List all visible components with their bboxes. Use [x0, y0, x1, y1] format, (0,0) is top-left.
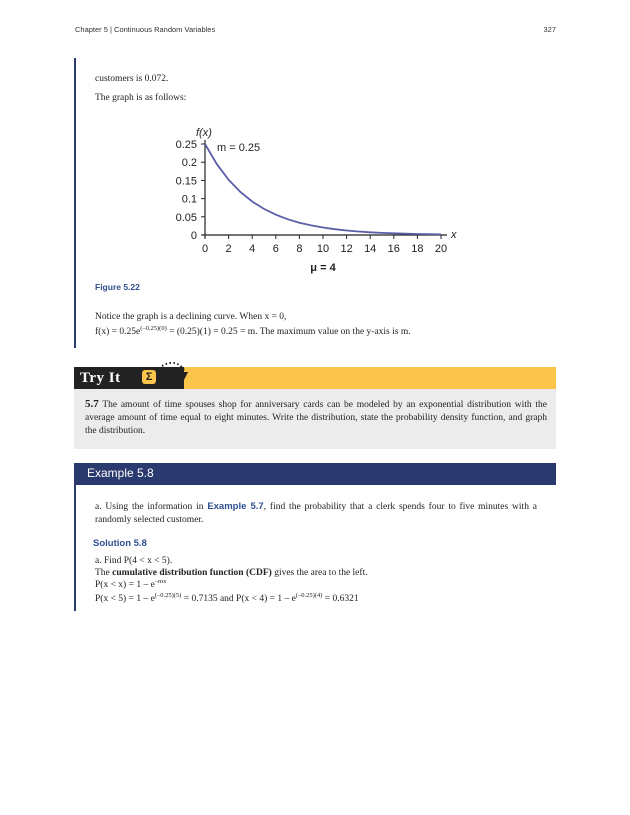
example-text-pre: a. Using the information in: [95, 502, 208, 512]
cdf-term: cumulative distribution function (CDF): [112, 568, 272, 578]
solution-line-3-pre: P(x < x) = 1 – e: [95, 580, 155, 590]
figure-caption: Figure 5.22: [95, 282, 140, 292]
x-tick-label: 4: [249, 243, 256, 255]
data-point: [264, 209, 265, 210]
y-tick-label: 0.05: [175, 211, 197, 224]
try-it-text: [85, 398, 547, 438]
data-point: [323, 227, 324, 228]
try-it-number: 5.7: [85, 398, 99, 410]
intro-line-1: customers is 0.072.: [95, 74, 169, 84]
solution-line-2-post: gives the area to the left.: [271, 568, 368, 578]
data-point: [228, 179, 229, 180]
page-number: 327: [543, 25, 556, 34]
solution-line-4-sup2: (–0.25)(4): [295, 592, 323, 599]
solution-line-4-c: = 0.6321: [322, 594, 359, 604]
y-tick-label: 0.2: [181, 157, 197, 170]
example-text-post: , find the probability that a clerk spends four to five minutes with a randomly selected customer.: [95, 502, 537, 525]
solution-line-4-sup1: (–0.25)(5): [154, 592, 182, 599]
data-point: [393, 233, 394, 234]
try-it-label: Try It: [74, 367, 184, 389]
solution-heading: Solution 5.8: [93, 538, 147, 549]
data-point: [346, 230, 347, 231]
x-tick-label: 10: [316, 243, 330, 255]
data-point: [441, 234, 442, 235]
x-tick-label: 16: [387, 243, 400, 255]
running-header-chapter: Chapter 5 | Continuous Random Variables: [75, 25, 216, 34]
y-tick-label: 0.1: [181, 193, 197, 206]
data-point: [311, 225, 312, 226]
rate-annotation: m = 0.25: [217, 142, 261, 154]
try-it-body: The amount of time spouses shop for anniversary cards can be modeled by an exponential distribution with the average amount of time equal to eight minutes. Write the distribution, state the probability density function, and graph the distribution.: [85, 400, 547, 436]
data-point: [275, 214, 276, 215]
x-tick-label: 12: [340, 243, 353, 255]
x-tick-label: 2: [225, 243, 232, 255]
solution-line-3-sup: –mx: [154, 578, 167, 585]
example-title: Example 5.8: [87, 466, 154, 480]
notice-line-2-pre: f(x) = 0.25e: [95, 327, 141, 337]
x-axis-label: x: [451, 229, 457, 241]
sigma-icon: Σ: [142, 370, 156, 384]
x-tick-label: 8: [296, 243, 303, 255]
data-point: [370, 232, 371, 233]
data-point: [216, 164, 217, 165]
intro-line-2: The graph is as follows:: [95, 93, 187, 103]
data-point: [429, 234, 430, 235]
y-tick-label: 0: [190, 230, 197, 242]
y-tick-label: 0.15: [175, 175, 197, 188]
x-tick-label: 6: [272, 243, 279, 255]
solution-line-1: a. Find P(4 < x < 5).: [95, 556, 173, 566]
data-point: [240, 192, 241, 193]
notice-line-2: [95, 326, 411, 339]
y-tick-label: 0.25: [175, 139, 197, 151]
example-side-rule-bottom: [74, 485, 76, 611]
data-point: [334, 229, 335, 230]
chart-ticks: [201, 144, 441, 239]
notice-line-2-post: = (0.25)(1) = 0.25 = m. The maximum value on the y-axis is m.: [166, 327, 411, 337]
data-point: [205, 144, 206, 145]
notice-line-1: Notice the graph is a declining curve. When x = 0,: [95, 312, 287, 322]
y-axis-label: f(x): [196, 127, 212, 139]
data-point: [299, 222, 300, 223]
chart-labels: [176, 127, 457, 274]
solution-line-4: [95, 593, 359, 606]
x-tick-label: 20: [434, 243, 448, 255]
solution-line-4-a: P(x < 5) = 1 – e: [95, 594, 155, 604]
x-tick-label: 18: [411, 243, 424, 255]
data-point: [405, 233, 406, 234]
pdf-curve: [205, 144, 441, 234]
solution-line-3: [95, 579, 166, 592]
notice-line-2-sup: (–0.25)(0): [140, 325, 167, 332]
example-side-rule-top: [74, 58, 76, 348]
data-point: [417, 234, 418, 235]
data-point: [287, 219, 288, 220]
data-point: [252, 201, 253, 202]
data-point: [358, 231, 359, 232]
mean-label: μ = 4: [310, 262, 336, 274]
chart-series: [205, 144, 442, 235]
data-point: [382, 232, 383, 233]
solution-line-2-pre: The: [95, 568, 113, 578]
example-5-7-link[interactable]: Example 5.7: [207, 501, 264, 512]
x-tick-label: 14: [364, 243, 377, 255]
solution-line-4-b: = 0.7135 and P(x < 4) = 1 – e: [181, 594, 296, 604]
x-tick-label: 0: [201, 243, 209, 255]
exponential-pdf-chart: [160, 118, 470, 283]
dotted-arrow-icon: [160, 360, 194, 386]
example-body: [95, 500, 537, 527]
